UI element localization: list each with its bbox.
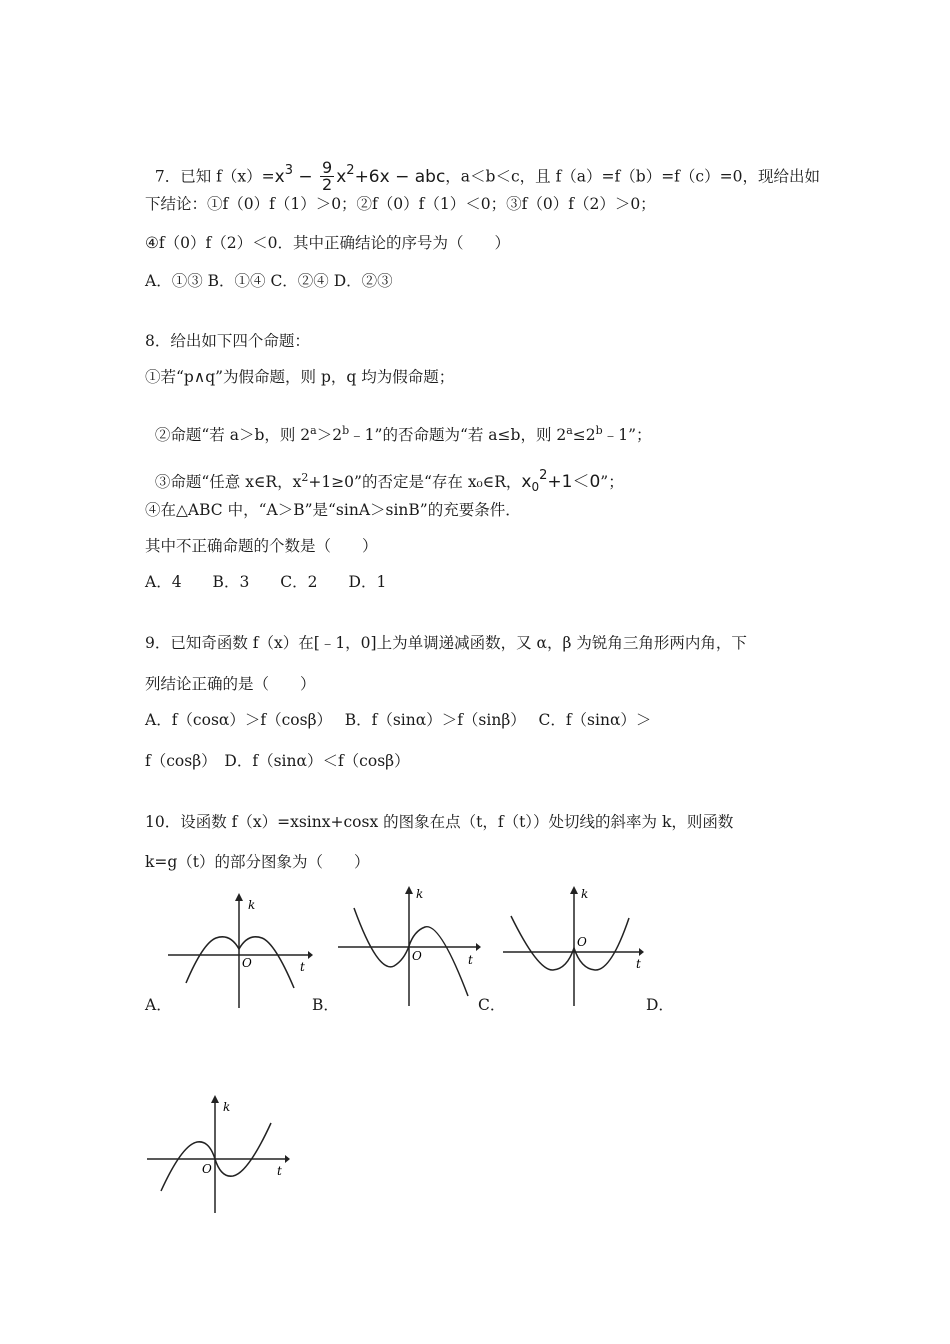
graph-option-a	[168, 893, 313, 1008]
q8-prop1: ①若“p∧q”为假命题，则 p，q 均为假命题；	[145, 368, 455, 386]
q7-line2: 下结论：①f（0）f（1）＞0；②f（0）f（1）＜0；③f（0）f（2）＞0；	[145, 195, 656, 213]
q8-inequality: $x_0^2+1<0$	[521, 468, 601, 494]
axis-t-label: t	[468, 953, 473, 967]
q9-line2: 列结论正确的是（ ）	[145, 675, 316, 693]
axis-k-label: k	[416, 887, 424, 901]
origin-label: O	[412, 949, 422, 963]
q7-formula: $x^3$ − $\frac{9}{2}$ $x^2+6x$ − abc	[274, 158, 446, 194]
graph-option-b	[338, 886, 483, 1006]
q8-prop3: ③命题“任意 x∈R，$x^2+1\ge 0$”的否定是“存在 x₀∈R，$x_0^2+1<0$”；	[154, 468, 624, 494]
q8-title: 8．给出如下四个命题：	[145, 332, 310, 350]
option-b-label: B．	[312, 996, 339, 1014]
q7-line3: ④f（0）f（2）＜0．其中正确结论的序号为（ ）	[145, 234, 510, 252]
q7-options: A．①③ B．①④ C．②④ D．②③	[145, 272, 393, 290]
q8-question: 其中不正确命题的个数是（ ）	[145, 537, 378, 555]
graph-option-c	[503, 886, 648, 1006]
origin-label: O	[577, 935, 587, 949]
option-d-label: D．	[646, 996, 674, 1014]
q9-line4: f（cosβ） D．f（sinα）＜f（cosβ）	[145, 752, 410, 770]
q9-line1: 9．已知奇函数 f（x）在[﹣1，0]上为单调递减函数，又 α，β 为锐角三角形两内角，下	[145, 634, 747, 652]
axis-k-label: k	[581, 887, 589, 901]
axis-t-label: t	[300, 960, 305, 974]
q8-options: A．4 B．3 C．2 D．1	[145, 573, 387, 591]
axis-k-label: k	[223, 1100, 231, 1114]
q8-prop4: ④在△ABC 中，“A＞B”是“sinA＞sinB”的充要条件．	[145, 501, 521, 519]
axis-t-label: t	[636, 957, 641, 971]
q8-prop2: ②命题“若 a＞b，则 $2^a>2^b﹣1$”的否命题为“若 a≤b，则 $2^a\le 2^b﹣1$”；	[154, 423, 652, 444]
option-a-label: A．	[145, 996, 172, 1014]
q7-line1: 7．已知 $f(x)=x^3$ − $\frac{9}{2}$ $x^2+6x$ − abc，a＜b＜c，且 f（a）=f（b）=f（c）=0，现给出如	[154, 158, 820, 194]
q10-line1: 10．设函数 f（x）=xsinx+cosx 的图象在点（t，f（t））处切线的斜率为 k，则函数	[145, 813, 734, 831]
q7-fraction: $\frac{9}{2}$	[322, 158, 333, 194]
graph-option-d	[147, 1095, 295, 1215]
q9-line3: A．f（cosα）＞f（cosβ） B．f（sinα）＞f（sinβ） C．f（sinα）＞	[145, 711, 652, 729]
axis-t-label: t	[277, 1164, 282, 1178]
q10-line2: k=g（t）的部分图象为（ ）	[145, 853, 370, 871]
origin-label: O	[242, 956, 252, 970]
option-c-label: C．	[478, 996, 506, 1014]
origin-label: O	[202, 1162, 212, 1176]
axis-k-label: k	[248, 898, 256, 912]
